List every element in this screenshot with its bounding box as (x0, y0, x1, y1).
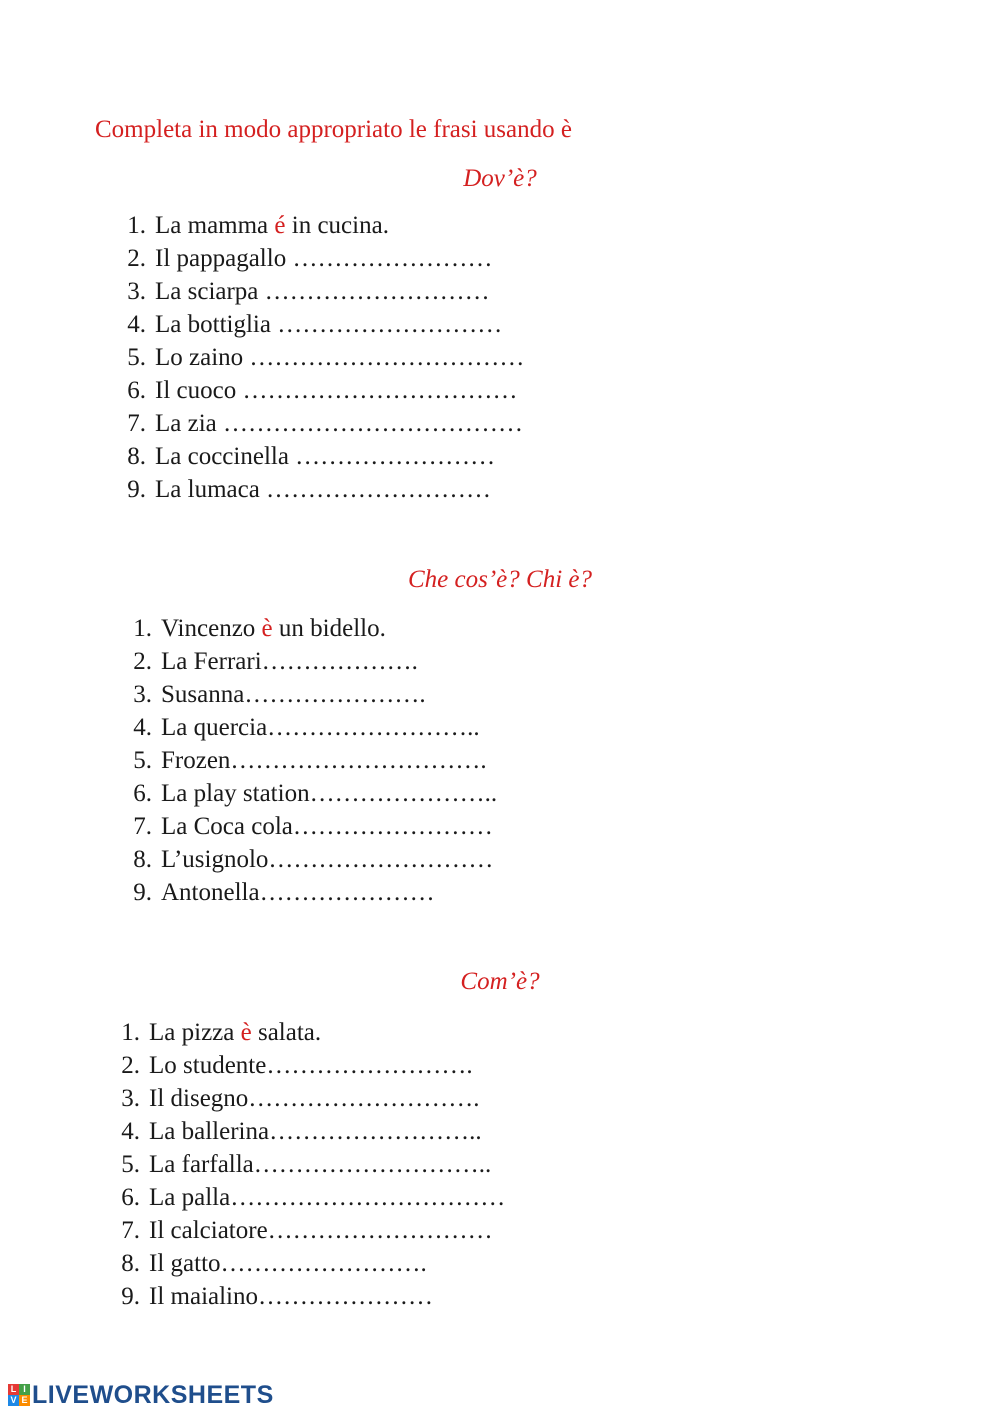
logo-text: LIVEWORKSHEETS (32, 1380, 274, 1409)
item-number: 6. (121, 1184, 140, 1211)
item-text-end: salata. (251, 1019, 322, 1046)
item-text: La Ferrari………………. (161, 648, 418, 675)
item-text: La coccinella …………………… (155, 443, 496, 470)
exercise-item (118, 1181, 505, 1214)
item-text-end: un bidello. (272, 615, 386, 642)
item-text: Susanna…………………. (161, 681, 426, 708)
item-number: 1. (133, 615, 152, 642)
item-text: Antonella………………… (161, 879, 435, 906)
item-number: 8. (127, 443, 146, 470)
exercise-item (130, 678, 497, 711)
item-number: 6. (133, 780, 152, 807)
item-number: 7. (121, 1217, 140, 1244)
item-number: 4. (133, 714, 152, 741)
item-text: La quercia…………………….. (161, 714, 480, 741)
exercise-item (124, 440, 524, 473)
item-number: 8. (133, 846, 152, 873)
item-text-end: in cucina. (285, 212, 389, 239)
exercise-item (130, 777, 497, 810)
logo-mark-cell: L (8, 1384, 19, 1395)
exercise-item (124, 341, 524, 374)
item-number: 9. (133, 879, 152, 906)
exercise-item (130, 645, 497, 678)
exercise-item (118, 1016, 505, 1049)
logo-mark-cell: I (19, 1384, 30, 1395)
item-number: 7. (133, 813, 152, 840)
exercise-item (130, 810, 497, 843)
item-number: 3. (133, 681, 152, 708)
item-text: Il calciatore……………………… (149, 1217, 493, 1244)
exercise-list-dove (124, 209, 524, 506)
item-text: Il maialino………………… (149, 1283, 433, 1310)
item-text: La Coca cola…………………… (161, 813, 493, 840)
item-text: La mamma (155, 212, 275, 239)
item-number: 6. (127, 377, 146, 404)
logo-mark-icon (8, 1384, 30, 1406)
example-verb: è (240, 1019, 252, 1046)
exercise-item (124, 308, 524, 341)
exercise-item (130, 876, 497, 909)
exercise-item (124, 374, 524, 407)
item-text: La bottiglia ……………………… (155, 311, 503, 338)
section-title-dove: Dov’è? (463, 165, 537, 192)
exercise-list-come (118, 1016, 505, 1313)
item-text: Lo studente……………………. (149, 1052, 473, 1079)
exercise-item (130, 744, 497, 777)
exercise-item (124, 407, 524, 440)
item-number: 3. (127, 278, 146, 305)
exercise-item (130, 612, 497, 645)
item-number: 5. (133, 747, 152, 774)
item-text: La farfalla……………………….. (149, 1151, 492, 1178)
exercise-item (118, 1082, 505, 1115)
item-number: 9. (127, 476, 146, 503)
section-title-che-cose: Che cos’è? Chi è? (408, 566, 592, 593)
item-text: La sciarpa ……………………… (155, 278, 490, 305)
item-number: 9. (121, 1283, 140, 1310)
item-number: 5. (127, 344, 146, 371)
item-number: 2. (127, 245, 146, 272)
item-text: Il cuoco …………………………… (155, 377, 518, 404)
item-text: Vincenzo (161, 615, 262, 642)
item-number: 1. (127, 212, 146, 239)
exercise-list-che-cose (130, 612, 497, 909)
exercise-item (118, 1214, 505, 1247)
item-text: Il pappagallo …………………… (155, 245, 493, 272)
exercise-item (130, 843, 497, 876)
logo-mark-cell: V (8, 1395, 19, 1406)
exercise-item (130, 711, 497, 744)
item-text: Frozen…………………………. (161, 747, 487, 774)
item-text: La zia ……………………………… (155, 410, 524, 437)
item-number: 7. (127, 410, 146, 437)
example-verb: è (261, 615, 273, 642)
item-number: 1. (121, 1019, 140, 1046)
exercise-item (124, 473, 524, 506)
item-number: 2. (121, 1052, 140, 1079)
item-number: 5. (121, 1151, 140, 1178)
exercise-item (118, 1280, 505, 1313)
liveworksheets-logo (8, 1381, 274, 1409)
instruction-text: Completa in modo appropriato le frasi usando è (95, 116, 572, 143)
item-text: La lumaca ……………………… (155, 476, 492, 503)
exercise-item (118, 1247, 505, 1280)
item-number: 3. (121, 1085, 140, 1112)
exercise-item (118, 1049, 505, 1082)
item-number: 2. (133, 648, 152, 675)
exercise-item (124, 275, 524, 308)
item-text: La play station………………….. (161, 780, 498, 807)
item-text: Il disegno………………………. (149, 1085, 480, 1112)
item-number: 4. (121, 1118, 140, 1145)
exercise-item (124, 209, 524, 242)
example-verb: é (274, 212, 286, 239)
item-text: La pizza (149, 1019, 241, 1046)
exercise-item (118, 1115, 505, 1148)
item-text: La ballerina…………………….. (149, 1118, 482, 1145)
item-text: Il gatto……………………. (149, 1250, 427, 1277)
exercise-item (124, 242, 524, 275)
logo-mark-cell: E (19, 1395, 30, 1406)
item-text: L’usignolo……………………… (161, 846, 494, 873)
section-title-come: Com’è? (460, 968, 540, 995)
item-text: Lo zaino …………………………… (155, 344, 525, 371)
exercise-item (118, 1148, 505, 1181)
item-number: 4. (127, 311, 146, 338)
item-number: 8. (121, 1250, 140, 1277)
item-text: La palla…………………………… (149, 1184, 506, 1211)
